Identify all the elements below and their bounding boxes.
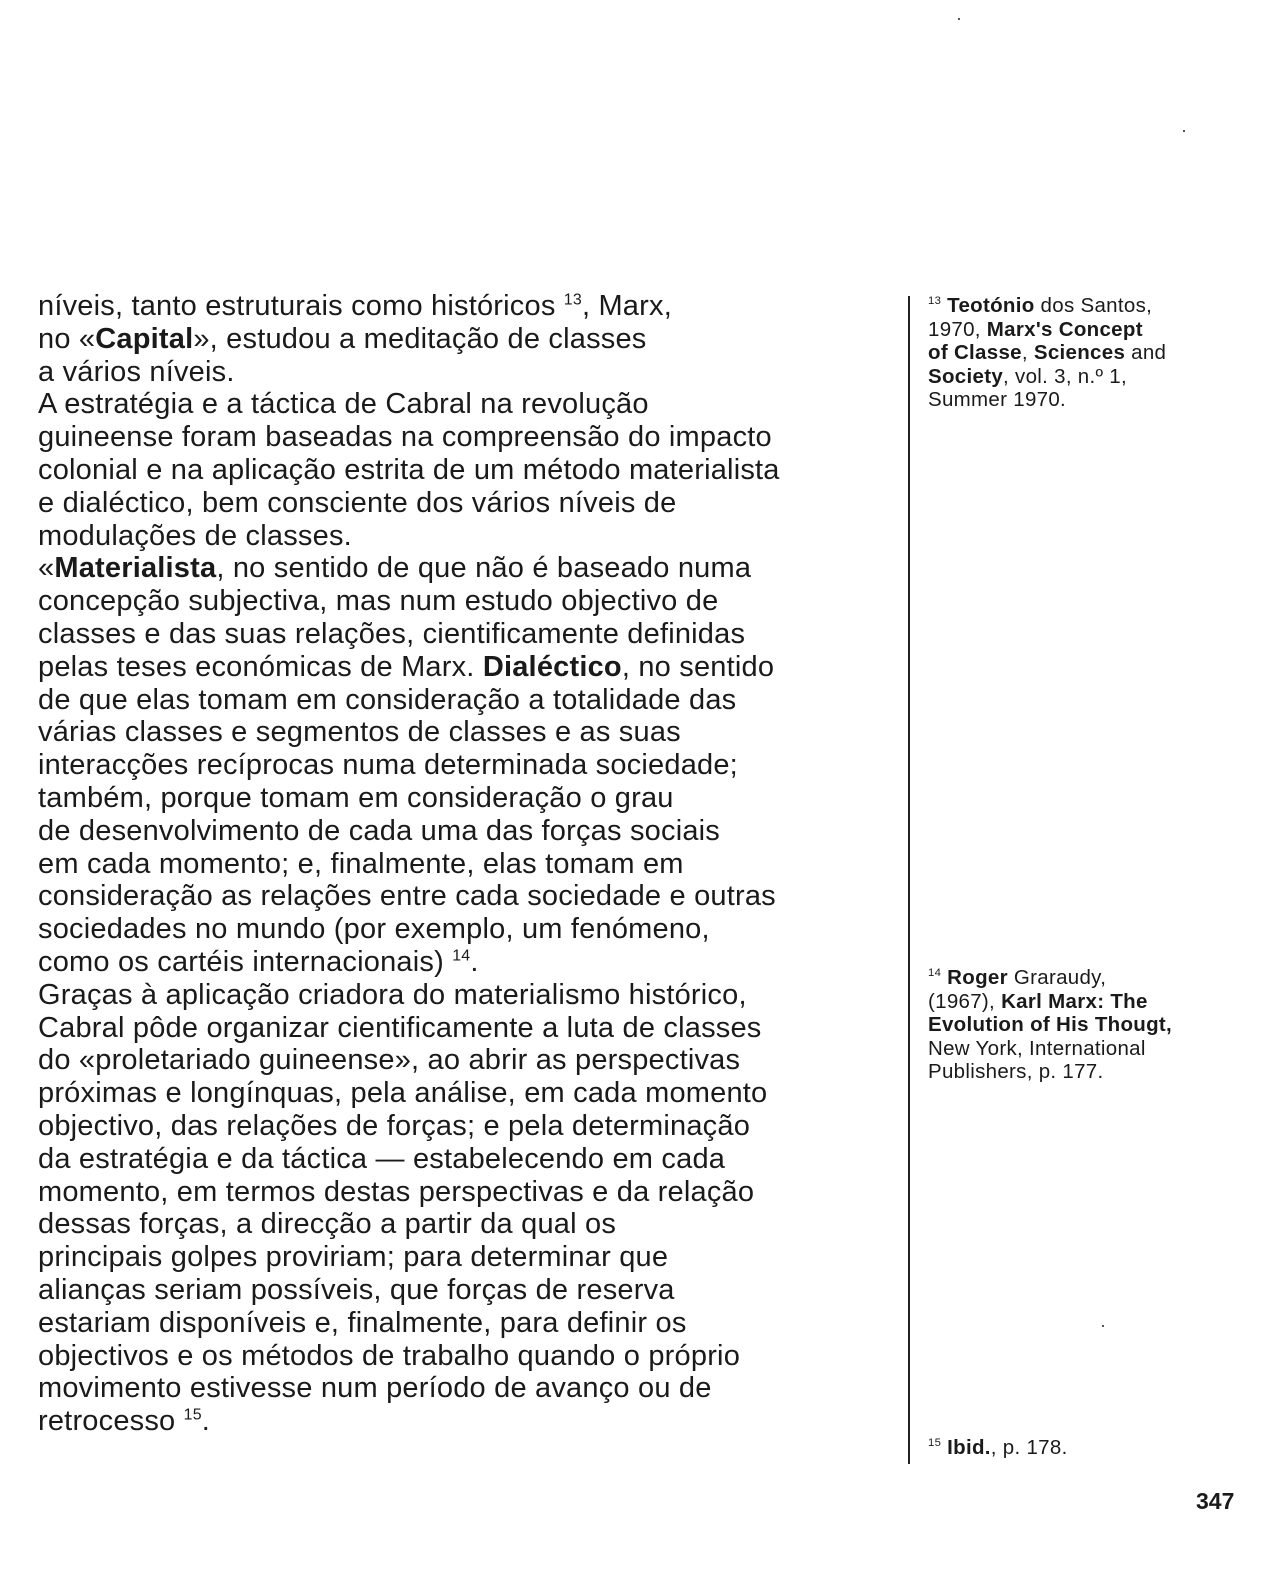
emphasis-text: Teotónio [947,294,1035,317]
text-line: A estratégia e a táctica de Cabral na revolução [38,388,649,421]
scan-speck [958,18,960,20]
text-line: como os cartéis internacionais) $^{14}$. [38,945,479,978]
text-line: retrocesso $^{15}$. [38,1405,211,1438]
footnote-reference: 15 [928,1437,942,1450]
text-line: da estratégia e da táctica — estabelecendo em cada [38,1142,726,1175]
emphasis-text: Roger [947,966,1008,989]
text-line: consideração as relações entre cada sociedade e outras [38,880,776,913]
text-line: várias classes e segmentos de classes e as suas [38,716,681,749]
text-line: pelas teses económicas de Marx. Dialéctico, no sentido [38,650,775,683]
text-line: também, porque tomam em consideração o grau [38,781,674,814]
footnote-reference: 13 [928,295,942,308]
text-line: interacções recíprocas numa determinada sociedade; [38,749,738,782]
text-line: $^{13}$ Teotónio dos Santos, [928,294,1153,317]
text-line: em cada momento; e, finalmente, elas tomam em [38,847,684,880]
text-line: de que elas tomam em consideração a totalidade das [38,683,737,716]
text-line: no «Capital», estudou a meditação de classes [38,322,647,355]
text-line: Summer 1970. [928,388,1067,411]
text-line: movimento estivesse num período de avanço ou de [38,1372,712,1405]
text-line: New York, International [928,1036,1146,1060]
footnote-reference: 14 [928,967,942,980]
page-number: 347 [1196,1488,1235,1514]
text-line: a vários níveis. [38,355,235,388]
footnote-13 [928,294,1248,412]
text-line: modulações de classes. [38,519,352,552]
emphasis-text: Ibid. [947,1436,991,1459]
text-line: $^{15}$ Ibid., p. 178. [928,1436,1068,1459]
text-line: níveis, tanto estruturais como históricos $^{13}$, Marx, [38,290,672,322]
text-line: e dialéctico, bem consciente dos vários níveis de [38,486,677,519]
text-line: colonial e na aplicação estrita de um método materialista [38,453,780,486]
text-line: 1970, Marx's Concept [928,317,1143,341]
text-line: «Materialista, no sentido de que não é baseado numa [38,552,752,585]
footnote-15 [928,1436,1248,1460]
text-line: próximas e longínquas, pela análise, em cada momento [38,1077,768,1110]
text-line: Cabral pôde organizar cientificamente a luta de classes [38,1011,762,1044]
text-line: objectivos e os métodos de trabalho quando o próprio [38,1339,741,1372]
text-line: Graças à aplicação criadora do materialismo histórico, [38,978,747,1011]
text-line: objectivo, das relações de forças; e pela determinação [38,1109,751,1142]
emphasis-text: Dialéctico [482,650,622,683]
footnote-14 [928,966,1248,1084]
margin-rule [908,296,910,1464]
text-line: principais golpes proviriam; para determinar que [38,1241,669,1274]
text-line: classes e das suas relações, cientificamente definidas [38,617,746,650]
scan-speck [1183,130,1185,132]
text-line: estariam disponíveis e, finalmente, para definir os [38,1306,687,1339]
text-line: de desenvolvimento de cada uma das forças sociais [38,814,721,847]
emphasis-text: Capital [95,322,194,355]
scan-speck [1102,1325,1104,1327]
text-line: do «proletariado guineense», ao abrir as perspectivas [38,1044,741,1077]
text-line: guineense foram baseadas na compreensão do impacto [38,421,772,454]
text-line: dessas forças, a direcção a partir da qual os [38,1208,617,1241]
footnote-reference: 13 [563,291,582,309]
text-line: momento, em termos destas perspectivas e da relação [38,1175,755,1208]
emphasis-text: Society [928,364,1004,388]
emphasis-text: Sciences [1033,341,1126,364]
main-body-text [38,290,898,1438]
text-line [928,1013,1248,1037]
text-line: (1967), Karl Marx: The [928,989,1148,1013]
emphasis-text: Karl Marx: The [1001,989,1148,1013]
text-line: of Classe, Sciences and [928,341,1167,364]
text-line: $^{14}$ Roger Graraudy, [928,966,1107,989]
text-line: concepção subjectiva, mas num estudo objectivo de [38,585,719,618]
text-line: Society, vol. 3, n.º 1, [928,364,1127,388]
emphasis-text: Evolution of His Thougt, [928,1013,1173,1036]
emphasis-text: Marx's Concept [986,317,1143,341]
emphasis-text: of Classe [928,341,1022,364]
text-line: alianças seriam possíveis, que forças de reserva [38,1273,675,1306]
text-line: Publishers, p. 177. [928,1060,1104,1083]
emphasis-text: Materialista [54,552,217,585]
footnote-reference: 14 [452,947,471,965]
footnote-reference: 15 [183,1406,202,1424]
text-line: sociedades no mundo (por exemplo, um fenómeno, [38,913,710,946]
